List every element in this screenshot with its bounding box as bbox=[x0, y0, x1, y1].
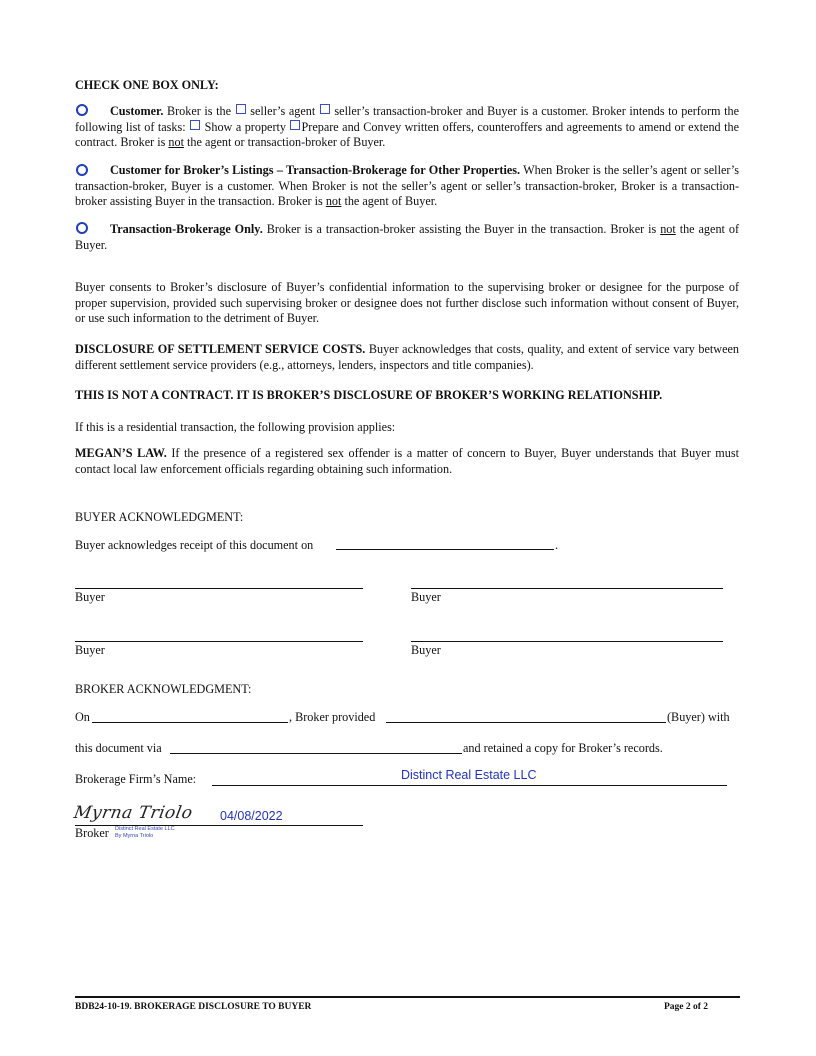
option-listings-title: Customer for Broker’s Listings – Transaction-Brokerage for Other Properties. bbox=[110, 163, 521, 177]
footer-rule bbox=[75, 996, 740, 998]
footer-form-id: BDB24-10-19. BROKERAGE DISCLOSURE TO BUYER bbox=[75, 1002, 312, 1012]
option-customer-listings bbox=[75, 163, 739, 210]
on-label: On bbox=[75, 710, 90, 724]
broker-signature-line[interactable] bbox=[75, 812, 363, 826]
residential-note: If this is a residential transaction, the following provision applies: bbox=[75, 420, 396, 434]
buyer-with-label: (Buyer) with bbox=[667, 710, 730, 724]
option-customer bbox=[75, 104, 739, 151]
megans-law-paragraph bbox=[75, 446, 739, 477]
not-underlined: not bbox=[325, 194, 342, 208]
receipt-date-field[interactable] bbox=[336, 537, 554, 550]
sellers-agent-label: seller’s agent bbox=[246, 104, 319, 118]
buyer-signature-line-2[interactable] bbox=[411, 578, 723, 589]
buyer-label-4: Buyer bbox=[411, 643, 441, 657]
settlement-text: Buyer acknowledges that costs, quality, and extent of service vary between different settlement service providers (e.g., attorneys, lenders, inspectors and title companies). bbox=[75, 342, 740, 372]
option-listings-end: the agent of Buyer. bbox=[341, 194, 438, 208]
show-property-label: Show a property bbox=[201, 119, 290, 134]
broker-ack-heading: BROKER ACKNOWLEDGMENT: bbox=[75, 682, 252, 696]
checkbox-show-property[interactable] bbox=[190, 120, 200, 130]
not-underlined: not bbox=[168, 135, 184, 149]
prepare-convey-text: Prepare and Convey written offers, counteroffers and agreements to amend or extend the contract. Broker is bbox=[75, 119, 740, 149]
not-underlined: not bbox=[660, 222, 676, 236]
checkbox-sellers-transaction-broker[interactable] bbox=[320, 104, 330, 114]
megans-law-text: If the presence of a registered sex offender is a matter of concern to Buyer, Buyer understands that Buyer must contact local law enforcement officials regarding obtaining such information. bbox=[75, 446, 739, 476]
megans-law-title: MEGAN’S LAW. bbox=[75, 446, 167, 460]
checkbox-prepare-convey[interactable] bbox=[290, 120, 300, 130]
buyer-ack-heading: BUYER ACKNOWLEDGMENT: bbox=[75, 510, 244, 524]
option-customer-end: the agent or transaction-broker of Buyer. bbox=[183, 135, 386, 149]
option-tb-text: Broker is a transaction-broker assisting the Buyer in the transaction. Broker is bbox=[262, 222, 661, 236]
footer-page-number: Page 2 of 2 bbox=[664, 1002, 709, 1012]
broker-signature-subtext-2: By Myrna Triolo bbox=[115, 833, 154, 839]
document-via-field[interactable] bbox=[170, 741, 462, 754]
checkbox-sellers-agent[interactable] bbox=[236, 104, 246, 114]
broker-provided-label: , Broker provided bbox=[289, 710, 376, 724]
buyer-name-field[interactable] bbox=[386, 710, 666, 723]
broker-on-date-field[interactable] bbox=[92, 710, 288, 723]
document-via-label: this document via bbox=[75, 741, 162, 755]
option-customer-text: Broker is the bbox=[163, 104, 235, 118]
option-customer-text-2: seller’s transaction-broker and Buyer is a customer. Broker intends to perform the following list of tasks: bbox=[75, 104, 739, 134]
settlement-title: DISCLOSURE OF SETTLEMENT SERVICE COSTS. bbox=[75, 342, 366, 356]
buyer-signature-line-1[interactable] bbox=[75, 578, 363, 589]
buyer-signature-line-3[interactable] bbox=[75, 631, 363, 642]
not-contract-notice: THIS IS NOT A CONTRACT. IT IS BROKER’S DISCLOSURE OF BROKER’S WORKING RELATIONSHIP. bbox=[75, 388, 663, 402]
broker-signature: Myrna Triolo bbox=[72, 803, 195, 823]
broker-signature-subtext-1: Distinct Real Estate LLC bbox=[115, 826, 175, 832]
option-tb-end: the agent of Buyer. bbox=[75, 222, 740, 252]
receipt-period: . bbox=[555, 538, 559, 552]
option-customer-title: Customer. bbox=[110, 104, 164, 118]
broker-label: Broker bbox=[75, 826, 109, 840]
receipt-label: Buyer acknowledges receipt of this document on bbox=[75, 538, 314, 552]
retained-copy-label: and retained a copy for Broker’s records. bbox=[463, 741, 663, 755]
firm-name-value: Distinct Real Estate LLC bbox=[401, 768, 537, 782]
firm-name-label: Brokerage Firm’s Name: bbox=[75, 772, 197, 786]
check-one-heading: CHECK ONE BOX ONLY: bbox=[75, 78, 219, 92]
option-listings-text: When Broker is the seller’s agent or seller’s transaction-broker, Buyer is a customer. When Broker is not the seller’s agent or seller’s transaction-broker, Broker is a transaction-broker assisting Buyer in the transaction. Broker is bbox=[75, 163, 739, 208]
option-transaction-brokerage bbox=[75, 222, 739, 253]
buyer-label-2: Buyer bbox=[411, 590, 441, 604]
option-tb-title: Transaction-Brokerage Only. bbox=[110, 222, 263, 236]
buyer-label-3: Buyer bbox=[75, 643, 105, 657]
settlement-paragraph bbox=[75, 342, 739, 373]
consent-paragraph: Buyer consents to Broker’s disclosure of Buyer’s confidential information to the supervising broker or designee for the purpose of proper supervision, provided such supervising broker or designee does not further disclose such information without consent of Buyer, or use such information to the detriment of Buyer. bbox=[75, 280, 739, 325]
buyer-signature-line-4[interactable] bbox=[411, 631, 723, 642]
signature-date: 04/08/2022 bbox=[220, 809, 283, 823]
buyer-label-1: Buyer bbox=[75, 590, 105, 604]
